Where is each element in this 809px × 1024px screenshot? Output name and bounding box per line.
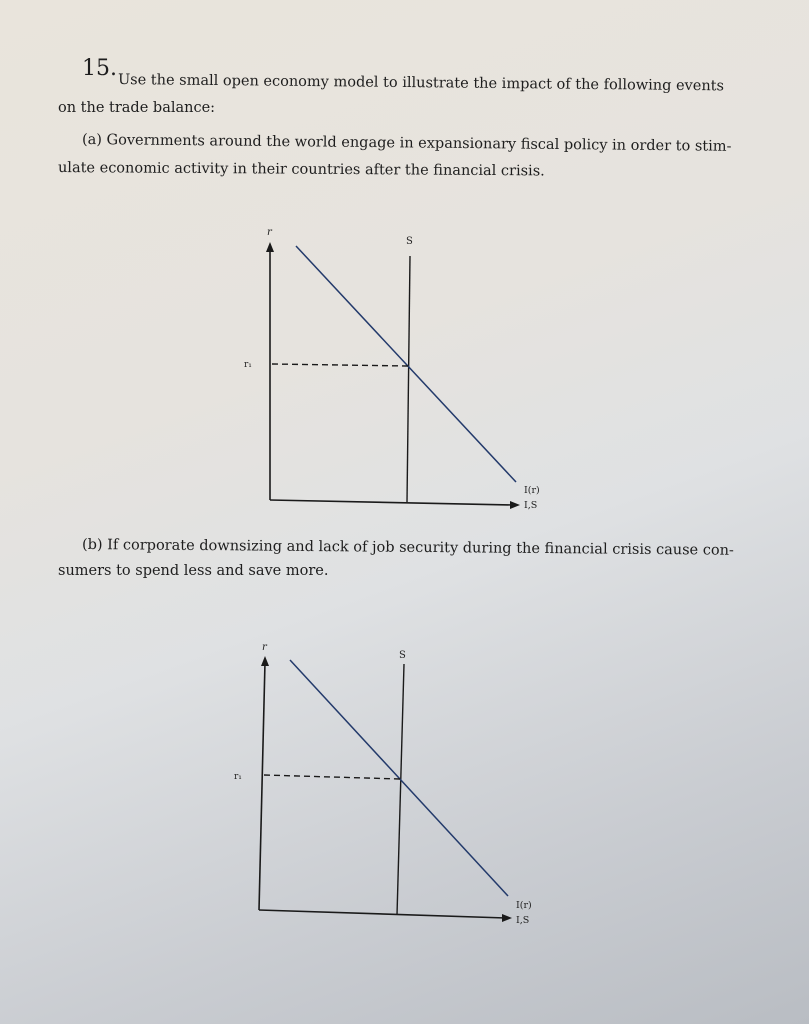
graph-b-supply-line — [397, 664, 404, 915]
graph-b-x-axis-label: I,S — [516, 915, 530, 926]
part-a-line1: Governments around the world engage in expansionary fiscal policy in order to stim- — [106, 132, 732, 155]
graph-b-y-arrow — [261, 656, 269, 666]
question-prompt-line1: Use the small open economy model to illustrate the impact of the following events — [117, 72, 725, 95]
part-b-label: (b) — [81, 537, 103, 554]
graph-b-rate-dashed-line — [264, 775, 400, 779]
part-b-text-line2: sumers to spend less and save more. — [58, 563, 329, 579]
part-a-label: (a) — [81, 132, 103, 149]
graph-b-y-axis-label: r — [262, 642, 267, 653]
question-prompt-line2: on the trade balance: — [58, 100, 216, 116]
graph-a-supply-label: S — [406, 236, 413, 247]
graph-b-y-axis — [259, 662, 265, 910]
graph-b-x-arrow — [502, 914, 512, 922]
graph-a-rate-label: r₁ — [244, 360, 252, 370]
graph-b-supply-label: S — [399, 650, 406, 661]
graph-a-demand-label: I(r) — [524, 485, 540, 496]
graph-b-rate-label: r₁ — [234, 772, 242, 782]
graph-a-x-axis-label: I,S — [524, 500, 538, 511]
question-number: 15. — [82, 56, 117, 81]
graph-a-y-axis-label: r — [267, 227, 272, 238]
part-b-line1: If corporate downsizing and lack of job security during the financial crisis cause con- — [107, 537, 734, 559]
graph-b-demand-label: I(r) — [516, 900, 532, 911]
part-a-text-line2: ulate economic activity in their countries after the financial crisis. — [57, 160, 545, 180]
graph-b-x-axis — [259, 910, 506, 918]
